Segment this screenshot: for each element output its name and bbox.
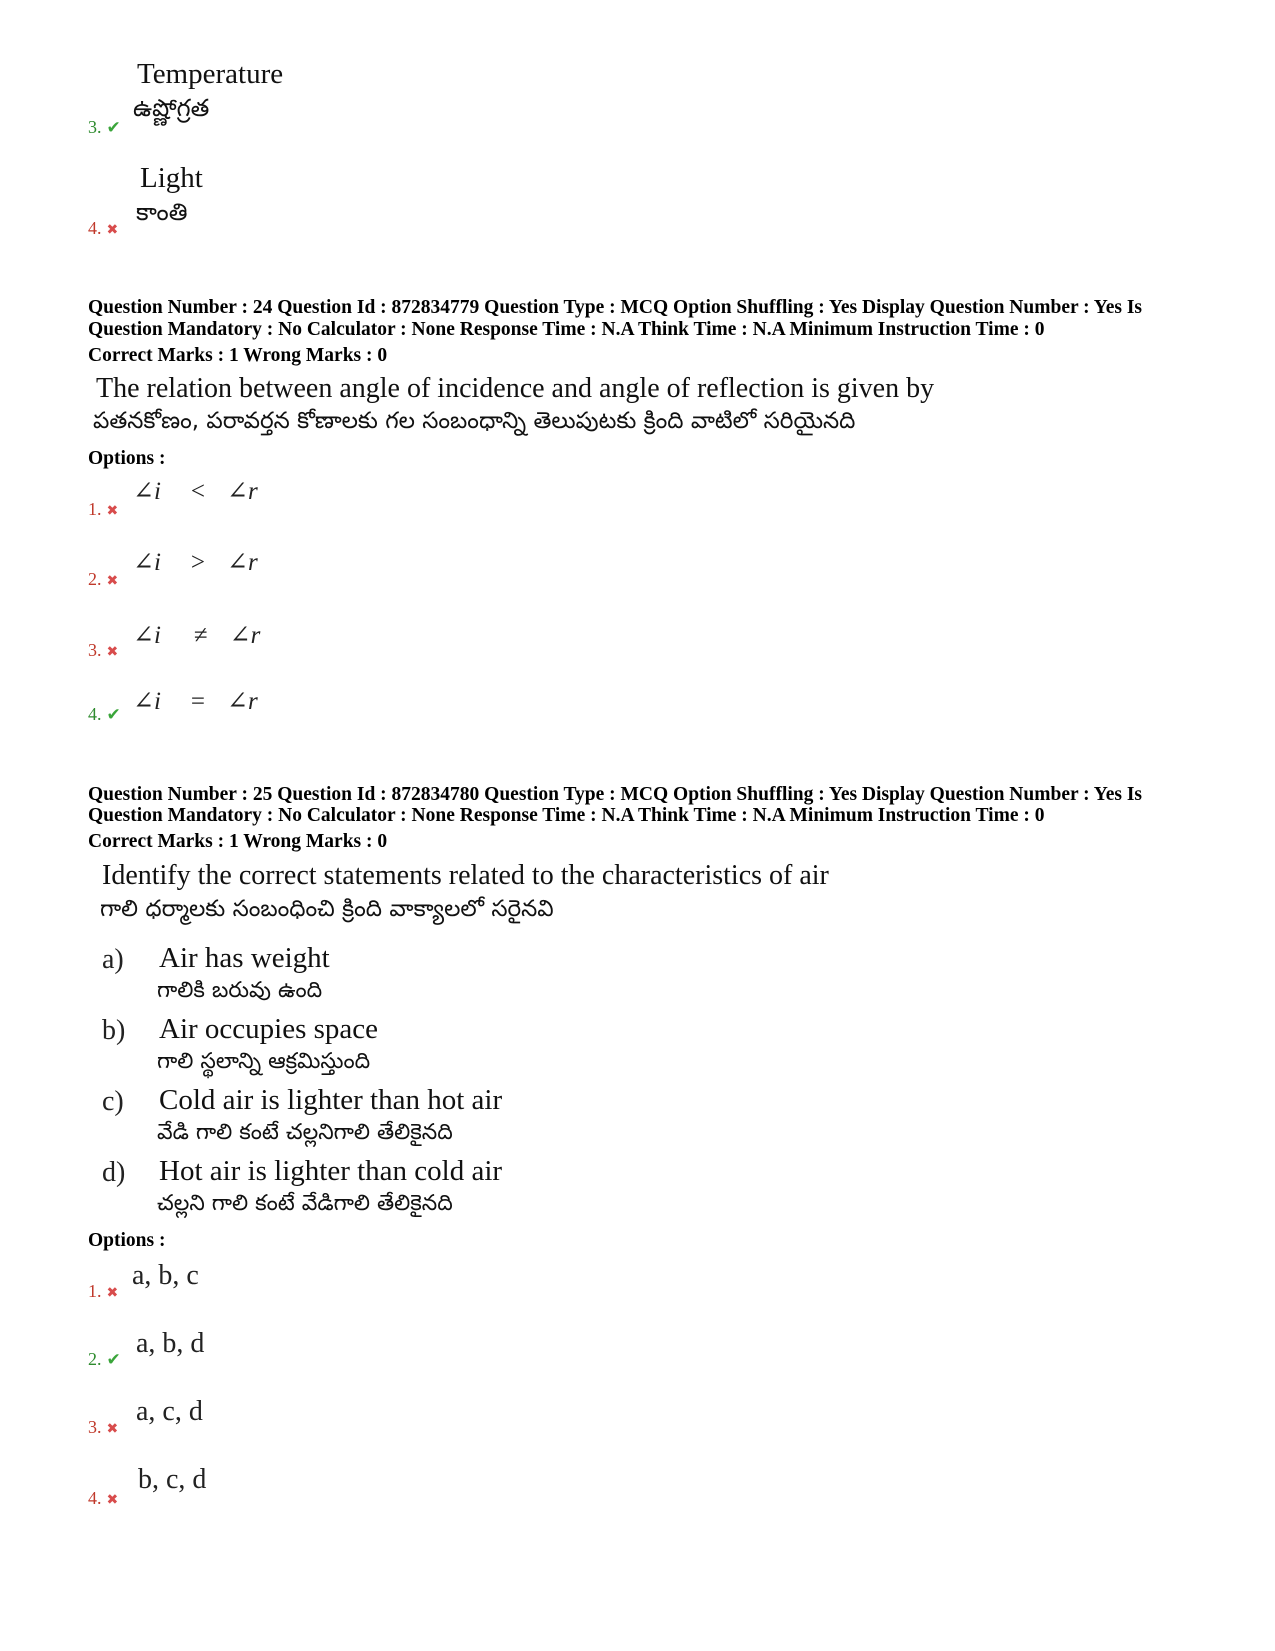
q24-option-4-expression: ∠i = ∠r [133,688,258,715]
q25-question-telugu: గాలి ధర్మాలకు సంబంధించి క్రింది వాక్యాలలో సరైనవి [100,896,554,922]
q24-option-1-expression: ∠i < ∠r [133,478,258,505]
cross-mark-icon: ✖ [106,644,119,660]
q24-meta-line-2: Question Mandatory : No Calculator : None Response Time : N.A Think Time : N.A Minimum Instruction Time : 0 [88,319,1045,340]
cross-mark-icon: ✖ [106,573,119,589]
option-3-english: Temperature [137,58,284,90]
q24-question-english: The relation between angle of incidence and angle of reflection is given by [96,373,935,404]
option-4-number: 4. ✖ [88,218,119,238]
q24-marks: Correct Marks : 1 Wrong Marks : 0 [88,345,388,366]
statement-a-telugu: గాలికి బరువు ఉంది [157,978,323,1003]
cross-mark-icon: ✖ [106,1285,119,1301]
cross-mark-icon: ✖ [106,1492,119,1508]
statement-b-english: Air occupies space [159,1013,379,1045]
option-3-telugu: ఉష్ణోగ్రత [133,94,210,122]
check-mark-icon: ✔ [106,118,121,138]
q25-option-3-text: a, c, d [136,1396,203,1427]
q25-option-4-text: b, c, d [138,1464,207,1495]
check-mark-icon: ✔ [106,1350,121,1370]
check-mark-icon: ✔ [106,705,121,725]
statement-a-english: Air has weight [159,942,330,974]
q25-meta-line-2: Question Mandatory : No Calculator : None Response Time : N.A Think Time : N.A Minimum Instruction Time : 0 [88,805,1045,826]
q25-option-1-number: 1. ✖ [88,1281,119,1301]
q25-meta-line-1: Question Number : 25 Question Id : 872834780 Question Type : MCQ Option Shuffling : Yes Display Question Number : Yes Is [88,784,1143,805]
statement-c-english: Cold air is lighter than hot air [159,1084,503,1116]
option-4-english: Light [140,162,203,194]
cross-mark-icon: ✖ [106,1421,119,1437]
q24-option-3-number: 3. ✖ [88,640,119,660]
q24-option-3-expression: ∠i ≠ ∠r [133,622,261,649]
q24-question-telugu: పతనకోణం, పరావర్తన కోణాలకు గల సంబంధాన్ని తెలుపుటకు క్రింది వాటిలో సరియైనది [93,408,856,434]
q25-option-4-number: 4. ✖ [88,1488,119,1508]
q24-option-1-number: 1. ✖ [88,499,119,519]
q24-option-2-expression: ∠i > ∠r [133,549,258,576]
q25-question-english: Identify the correct statements related to the characteristics of air [102,860,829,891]
q25-option-2-text: a, b, d [136,1328,205,1359]
statement-b-letter: b) [102,1015,126,1046]
statement-d-english: Hot air is lighter than cold air [159,1155,503,1187]
cross-mark-icon: ✖ [106,503,119,519]
statement-d-telugu: చల్లని గాలి కంటే వేడిగాలి తేలికైనది [157,1191,453,1216]
option-4-telugu: కాంతి [136,198,188,226]
q24-options-label: Options : [88,448,166,469]
statement-a-letter: a) [102,944,124,975]
q25-marks: Correct Marks : 1 Wrong Marks : 0 [88,831,388,852]
statement-c-telugu: వేడి గాలి కంటే చల్లనిగాలి తేలికైనది [157,1120,453,1145]
q25-options-label: Options : [88,1230,166,1251]
option-3-number: 3. ✔ [88,117,121,138]
statement-b-telugu: గాలి స్థలాన్ని ఆక్రమిస్తుంది [157,1049,371,1074]
q24-meta-line-1: Question Number : 24 Question Id : 872834779 Question Type : MCQ Option Shuffling : Yes Display Question Number : Yes Is [88,297,1143,318]
q25-option-1-text: a, b, c [132,1260,199,1291]
statement-d-letter: d) [102,1157,126,1188]
q25-option-3-number: 3. ✖ [88,1417,119,1437]
q24-option-2-number: 2. ✖ [88,569,119,589]
statement-c-letter: c) [102,1086,124,1117]
q25-option-2-number: 2. ✔ [88,1349,121,1370]
cross-mark-icon: ✖ [106,222,119,238]
q24-option-4-number: 4. ✔ [88,704,121,725]
